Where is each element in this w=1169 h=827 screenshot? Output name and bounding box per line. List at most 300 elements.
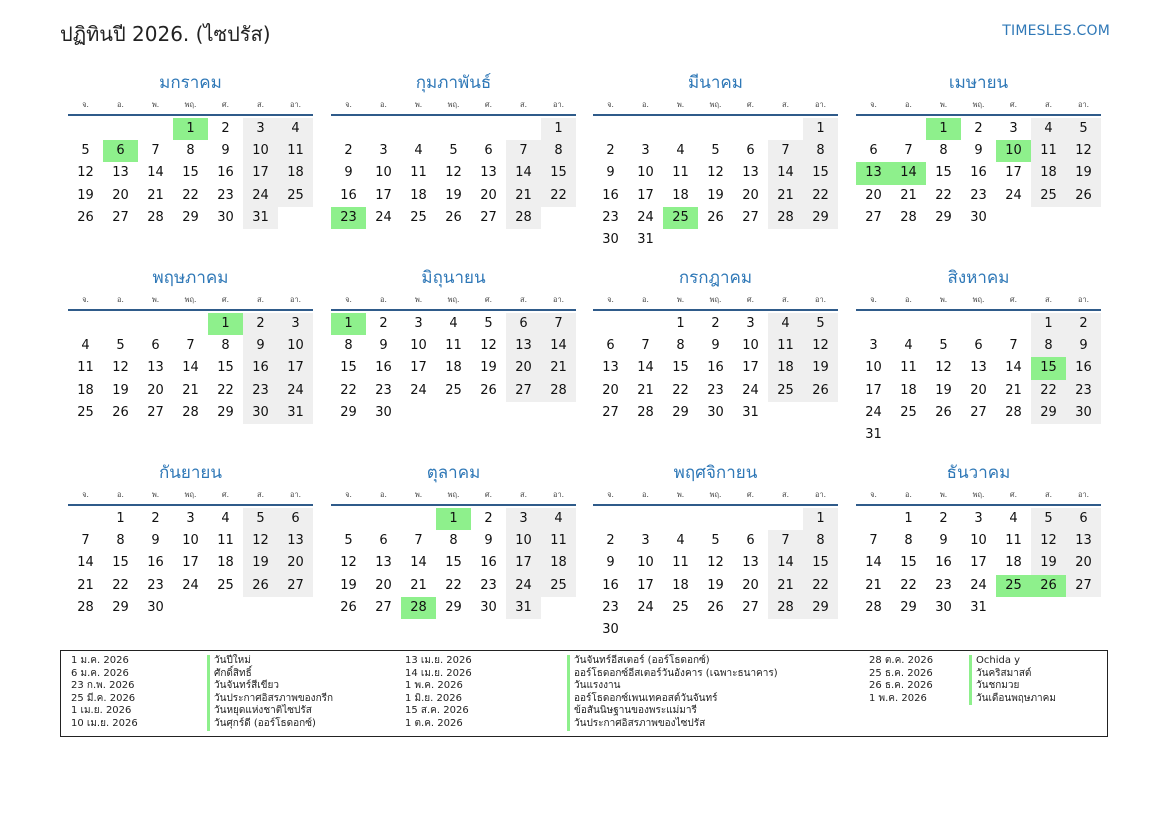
weekday-label: จ. [345,295,352,304]
day-cell: 4 [904,338,913,354]
day-cell: 5 [449,143,458,159]
day-cell: 29 [340,404,357,420]
month-block [331,70,576,229]
day-cell: 10 [182,533,199,549]
day-cell: 9 [939,533,948,549]
day-cell: 11 [445,338,462,354]
day-cell: 26 [935,404,952,420]
legend-holiday-name: ศักดิ์สิทธิ์ [214,667,252,679]
day-cell: 12 [340,555,357,571]
day-cell: 7 [151,143,160,159]
empty-cell [68,118,103,140]
day-cell: 21 [768,575,803,597]
day-cell: 19 [340,577,357,593]
weekday-label: อา. [552,295,565,304]
day-cell: 17 [637,577,654,593]
day-cell: 19 [707,577,724,593]
day-cell: 15 [803,552,838,574]
day-cell: 8 [676,338,685,354]
day-grid [331,118,576,229]
weekday-label: พ. [676,490,685,499]
weekday-label: จ. [82,490,89,499]
day-cell: 3 [974,511,983,526]
weekday-header [593,96,838,116]
day-cell: 19 [707,187,724,203]
day-cell: 20 [506,357,541,379]
month-name: กุมภาพันธ์ [415,73,492,93]
day-cell: 30 [147,599,164,615]
day-cell: 20 [480,187,497,203]
legend-holiday-name: วันแรงงาน [574,680,621,692]
day-cell: 30 [375,404,392,420]
day-cell: 4 [278,118,313,140]
day-cell: 27 [375,599,392,615]
day-cell: 17 [742,360,759,376]
day-cell: 2 [221,121,230,136]
day-cell: 4 [81,338,90,354]
day-cell: 13 [480,165,497,181]
weekday-label: จ. [82,100,89,109]
day-cell: 9 [606,555,615,571]
day-cell: 23 [375,382,392,398]
month-name: กันยายน [158,463,222,483]
day-cell: 15 [112,555,129,571]
day-cell: 20 [602,382,619,398]
day-cell: 25 [217,577,234,593]
empty-cell [401,508,436,530]
day-cell: 12 [935,360,952,376]
day-cell: 12 [243,530,278,552]
weekday-label: อา. [552,100,565,109]
weekday-label: อ. [117,100,124,109]
day-cell: 8 [803,140,838,162]
legend-holiday-name: Ochida y [976,655,1021,666]
legend-holiday-name: ออร์โธดอกซ์เพนเทคอสต์วันจันทร์ [574,692,718,704]
day-cell: 27 [865,209,882,225]
day-cell: 28 [768,207,803,229]
weekday-label: พ. [151,490,160,499]
legend-holiday-name: วันศุกร์ดี (ออร์โธดอกซ์) [214,717,316,729]
day-cell: 16 [340,187,357,203]
legend-date: 1 พ.ค. 2026 [869,692,927,704]
day-cell: 3 [414,316,423,331]
weekday-label: พฤ. [709,295,722,304]
day-cell: 7 [414,533,423,549]
day-cell: 24 [506,575,541,597]
day-cell: 6 [974,338,983,354]
legend-holiday-name: วันชกมวย [976,680,1020,692]
weekday-header [593,291,838,311]
weekday-label: อ. [905,295,912,304]
legend-date: 1 ม.ค. 2026 [71,655,129,666]
day-cell: 5 [344,533,353,549]
day-cell: 2 [484,511,493,526]
day-cell: 13 [112,165,129,181]
empty-cell [733,508,768,530]
day-cell: 23 [217,187,234,203]
empty-cell [331,508,366,530]
day-cell: 13 [1066,530,1101,552]
weekday-label: จ. [607,295,614,304]
day-cell: 11 [278,140,313,162]
day-cell: 20 [375,577,392,593]
weekday-label: ศ. [1009,295,1018,304]
day-cell: 5 [711,533,720,549]
day-cell: 4 [1009,511,1018,526]
day-cell: 11 [672,555,689,571]
day-cell: 18 [278,162,313,184]
day-cell: 4 [1031,118,1066,140]
day-cell: 30 [970,209,987,225]
day-cell: 30 [707,404,724,420]
legend-name-column [567,655,778,731]
day-cell: 25 [672,599,689,615]
day-cell: 26 [243,575,278,597]
day-cell: 28 [900,209,917,225]
day-cell: 9 [974,143,983,159]
weekday-label: พฤ. [184,100,197,109]
day-cell: 29 [182,209,199,225]
day-cell: 28 [865,599,882,615]
day-cell: 15 [340,360,357,376]
legend-date-column [869,655,933,705]
day-cell: 22 [935,187,952,203]
day-cell: 2 [379,316,388,331]
weekday-label: พฤ. [447,490,460,499]
weekday-label: พ. [676,100,685,109]
day-cell: 2 [151,511,160,526]
day-cell: 15 [935,165,952,181]
weekday-header [68,96,313,116]
day-cell: 5 [711,143,720,159]
legend-date: 13 เม.ย. 2026 [405,655,472,666]
day-cell: 8 [803,530,838,552]
empty-cell [436,118,471,140]
empty-cell [593,118,628,140]
day-cell: 9 [484,533,493,549]
month-block [593,460,838,641]
weekday-label: อ. [117,490,124,499]
day-cell: 22 [541,185,576,207]
day-cell: 27 [278,575,313,597]
legend-date: 6 ม.ค. 2026 [71,667,129,679]
day-cell: 28 [506,207,541,229]
day-cell: 7 [186,338,195,354]
weekday-label: จ. [870,490,877,499]
weekday-label: ศ. [221,295,230,304]
empty-cell [733,118,768,140]
day-cell: 29 [803,207,838,229]
day-cell: 2 [344,143,353,159]
day-cell: 16 [243,357,278,379]
day-cell: 25 [278,185,313,207]
weekday-label: พฤ. [184,490,197,499]
day-cell: 30 [243,402,278,424]
empty-cell [506,118,541,140]
day-cell: 12 [803,335,838,357]
day-cell: 7 [904,143,913,159]
day-cell: 20 [147,382,164,398]
day-cell: 6 [379,533,388,549]
day-cell: 10 [637,555,654,571]
empty-cell [366,508,401,530]
weekday-label: จ. [870,100,877,109]
weekday-label: พ. [151,100,160,109]
month-block [593,265,838,424]
day-cell: 2 [243,313,278,335]
empty-cell [663,118,698,140]
day-cell: 3 [379,143,388,159]
weekday-label: จ. [870,295,877,304]
day-cell: 10 [506,530,541,552]
legend-holiday-name: วันเดือนพฤษภาคม [976,692,1056,704]
holiday-day-cell: 26 [1031,575,1066,597]
day-cell: 26 [480,382,497,398]
day-cell: 13 [506,335,541,357]
day-cell: 4 [768,313,803,335]
day-cell: 23 [602,209,619,225]
day-cell: 6 [746,143,755,159]
month-name: มีนาคม [688,73,743,93]
day-cell: 13 [602,360,619,376]
day-cell: 22 [803,185,838,207]
day-cell: 26 [112,404,129,420]
day-cell: 8 [541,140,576,162]
day-cell: 2 [606,533,615,549]
month-block [68,265,313,424]
day-cell: 1 [1031,313,1066,335]
legend-date: 1 เม.ย. 2026 [71,705,132,717]
day-cell: 17 [1005,165,1022,181]
day-cell: 27 [742,209,759,225]
weekday-label: อา. [1077,295,1090,304]
day-cell: 30 [217,209,234,225]
day-cell: 22 [217,382,234,398]
legend-date: 15 ส.ค. 2026 [405,705,469,717]
day-cell: 17 [182,555,199,571]
day-cell: 16 [217,165,234,181]
day-cell: 21 [541,357,576,379]
day-cell: 4 [676,533,685,549]
empty-cell [68,313,103,335]
day-cell: 23 [970,187,987,203]
day-cell: 15 [900,555,917,571]
day-cell: 9 [1066,335,1101,357]
legend-holiday-name: ออร์โธดอกซ์อีสเตอร์วันอังคาร (เฉพาะธนาคาร) [574,667,778,679]
day-cell: 31 [970,599,987,615]
day-cell: 12 [77,165,94,181]
day-cell: 3 [641,143,650,159]
weekday-label: ส. [782,490,789,499]
day-cell: 14 [182,360,199,376]
legend-date: 1 ต.ค. 2026 [405,717,463,729]
day-cell: 15 [217,360,234,376]
weekday-label: ส. [257,295,264,304]
day-cell: 6 [506,313,541,335]
day-cell: 8 [221,338,230,354]
day-cell: 14 [1005,360,1022,376]
weekday-label: พ. [414,490,423,499]
day-cell: 1 [803,118,838,140]
weekday-label: อ. [380,295,387,304]
day-cell: 23 [707,382,724,398]
legend-holiday-name: วันประกาศอิสรภาพของไซปรัส [574,717,706,729]
day-cell: 9 [606,165,615,181]
day-cell: 15 [541,162,576,184]
weekday-label: อา. [289,100,302,109]
weekday-label: ศ. [746,490,755,499]
weekday-label: ศ. [221,100,230,109]
day-cell: 3 [1009,121,1018,136]
day-cell: 24 [182,577,199,593]
day-cell: 28 [1005,404,1022,420]
day-cell: 2 [974,121,983,136]
day-cell: 17 [506,552,541,574]
legend-date: 10 เม.ย. 2026 [71,717,138,729]
day-cell: 14 [768,162,803,184]
day-cell: 2 [606,143,615,159]
day-cell: 6 [606,338,615,354]
empty-cell [768,118,803,140]
day-cell: 27 [1066,575,1101,597]
day-cell: 7 [81,533,90,549]
day-cell: 10 [278,335,313,357]
weekday-label: ศ. [746,100,755,109]
day-cell: 22 [340,382,357,398]
weekday-label: อ. [905,490,912,499]
day-cell: 7 [1009,338,1018,354]
day-cell: 22 [1031,380,1066,402]
day-cell: 13 [742,555,759,571]
day-cell: 10 [375,165,392,181]
day-cell: 31 [865,426,882,442]
day-cell: 10 [742,338,759,354]
day-cell: 25 [1031,185,1066,207]
day-cell: 5 [81,143,90,159]
day-cell: 1 [904,511,913,526]
weekday-label: ศ. [1009,490,1018,499]
weekday-label: ศ. [484,490,493,499]
day-cell: 14 [768,552,803,574]
day-cell: 11 [1005,533,1022,549]
day-cell: 6 [484,143,493,159]
holiday-day-cell: 14 [891,162,926,184]
holiday-day-cell: 1 [331,313,366,335]
day-cell: 11 [900,360,917,376]
day-grid [593,118,838,251]
weekday-label: อา. [814,490,827,499]
weekday-label: อา. [289,295,302,304]
day-cell: 11 [410,165,427,181]
day-cell: 16 [480,555,497,571]
weekday-label: อา. [1077,490,1090,499]
day-cell: 9 [221,143,230,159]
day-cell: 29 [900,599,917,615]
day-cell: 26 [445,209,462,225]
day-cell: 23 [935,577,952,593]
empty-cell [996,313,1031,335]
empty-cell [138,313,173,335]
day-cell: 5 [116,338,125,354]
day-cell: 17 [970,555,987,571]
day-cell: 18 [1005,555,1022,571]
day-cell: 10 [865,360,882,376]
day-cell: 25 [445,382,462,398]
day-cell: 26 [803,380,838,402]
day-cell: 11 [541,530,576,552]
day-cell: 7 [768,140,803,162]
day-cell: 28 [637,404,654,420]
day-cell: 11 [217,533,234,549]
holiday-day-cell: 1 [926,118,961,140]
weekday-header [331,96,576,116]
day-cell: 1 [676,316,685,331]
day-cell: 26 [1066,185,1101,207]
empty-cell [331,118,366,140]
day-cell: 26 [707,209,724,225]
day-cell: 2 [1066,313,1101,335]
day-cell: 18 [672,577,689,593]
day-cell: 3 [641,533,650,549]
day-cell: 7 [768,530,803,552]
weekday-label: อ. [642,100,649,109]
weekday-header [856,291,1101,311]
day-cell: 8 [116,533,125,549]
holiday-day-cell: 15 [1031,357,1066,379]
day-cell: 16 [375,360,392,376]
legend-holiday-name: วันปีใหม่ [214,655,251,666]
day-cell: 1 [541,118,576,140]
day-cell: 8 [186,143,195,159]
day-cell: 6 [869,143,878,159]
day-cell: 21 [1005,382,1022,398]
empty-cell [698,508,733,530]
day-cell: 31 [278,402,313,424]
weekday-header [856,486,1101,506]
day-cell: 4 [414,143,423,159]
weekday-label: ศ. [1009,100,1018,109]
holiday-day-cell: 25 [663,207,698,229]
weekday-label: จ. [607,100,614,109]
day-cell: 13 [147,360,164,376]
day-cell: 9 [243,335,278,357]
brand-link[interactable]: TIMESLES.COM [1002,23,1110,39]
day-cell: 13 [375,555,392,571]
empty-cell [173,313,208,335]
day-cell: 28 [77,599,94,615]
day-cell: 7 [506,140,541,162]
day-cell: 14 [77,555,94,571]
day-cell: 24 [970,577,987,593]
day-cell: 23 [602,599,619,615]
empty-cell [926,313,961,335]
weekday-label: ส. [782,295,789,304]
day-grid [856,313,1101,446]
weekday-label: พฤ. [447,100,460,109]
day-cell: 6 [746,533,755,549]
empty-cell [103,313,138,335]
legend-holiday-name: ข้อสันนิษฐานของพระแม่มารี [574,705,697,717]
empty-cell [628,313,663,335]
day-cell: 16 [1066,357,1101,379]
weekday-label: พ. [676,295,685,304]
weekday-label: ศ. [484,295,493,304]
weekday-label: อา. [552,490,565,499]
day-cell: 24 [1005,187,1022,203]
day-cell: 30 [935,599,952,615]
day-cell: 26 [707,599,724,615]
day-cell: 21 [182,382,199,398]
